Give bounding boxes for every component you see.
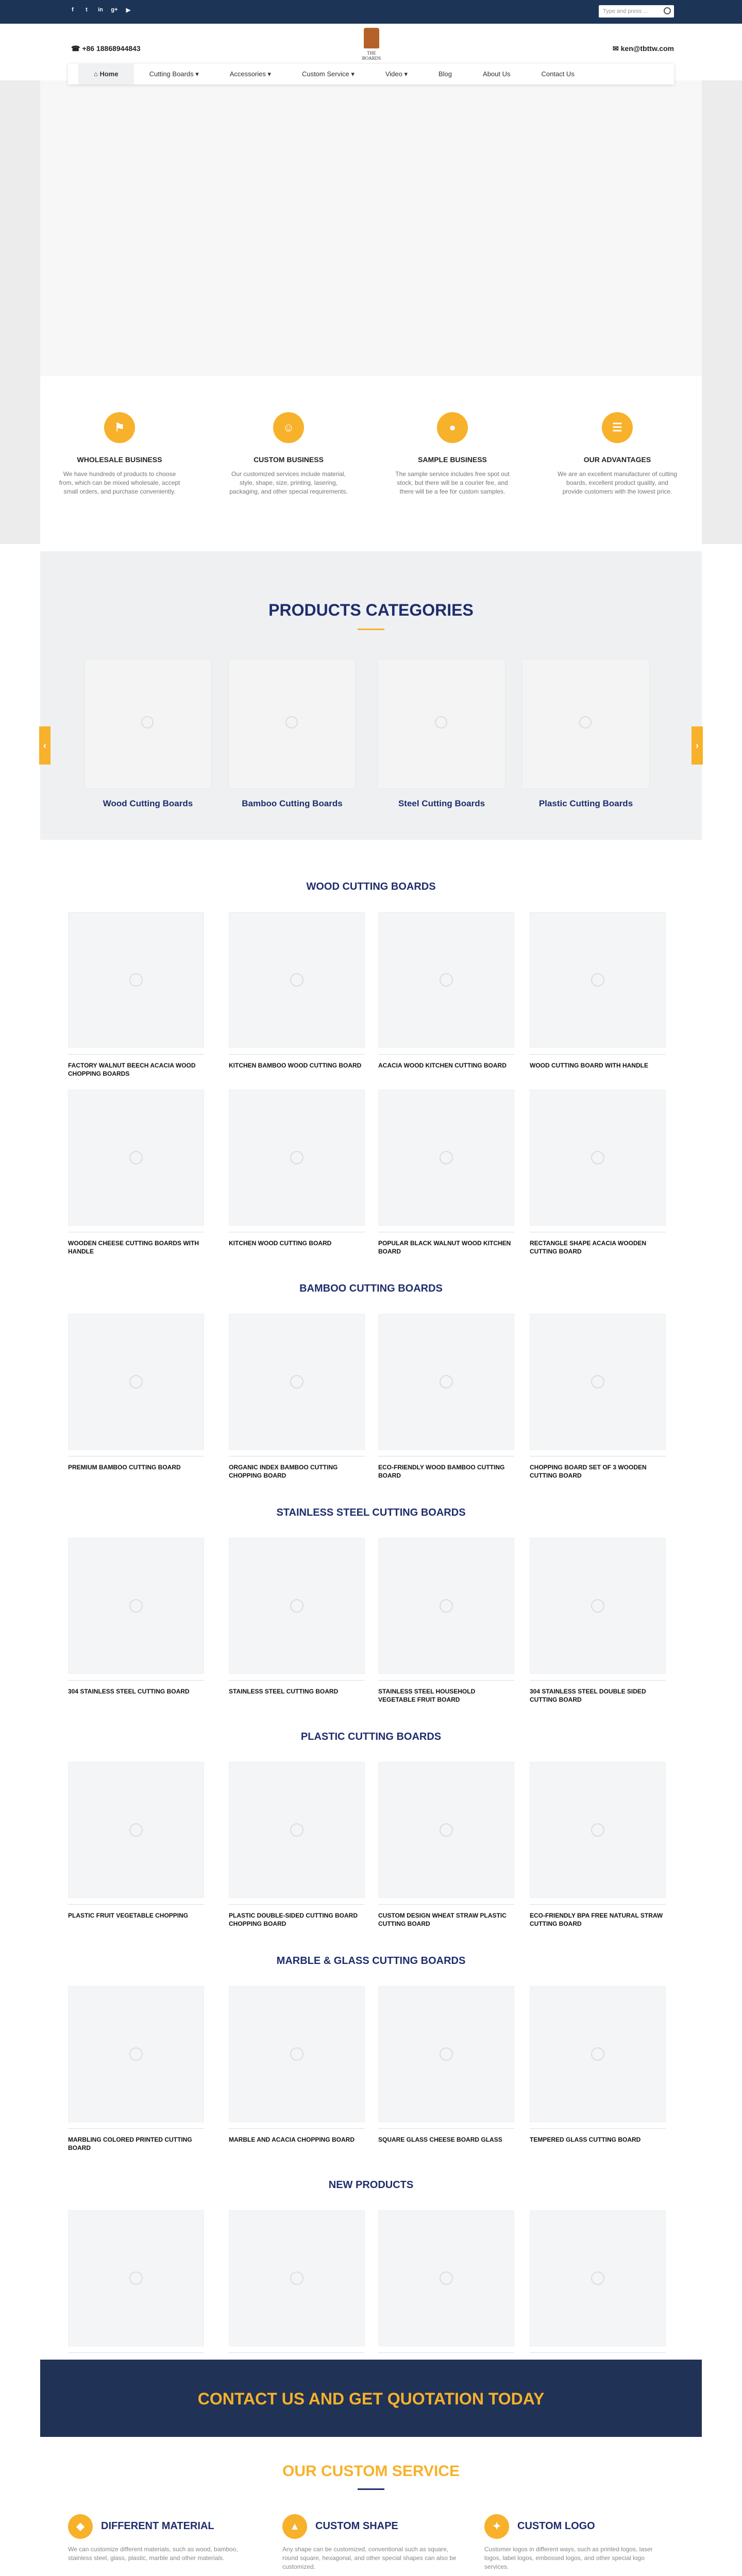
nav-accessories[interactable]: Accessories ▾ xyxy=(229,70,271,78)
section-title: PRODUCTS CATEGORIES xyxy=(268,601,474,619)
product-image[interactable] xyxy=(378,1538,514,1674)
image-placeholder-icon xyxy=(440,2047,453,2061)
feature-wholesale xyxy=(58,412,181,496)
product-title[interactable]: PREMIUM BAMBOO CUTTING BOARD xyxy=(68,1464,181,1471)
feature-text: We have hundreds of products to choose from, which can be mixed wholesale, accept small orders, and purchase conveniently. xyxy=(59,470,180,495)
product-divider xyxy=(68,1054,204,1055)
nav-contact-us[interactable]: Contact Us xyxy=(541,70,575,78)
image-placeholder-icon xyxy=(591,1599,604,1613)
categories-section xyxy=(40,551,702,840)
product-divider xyxy=(229,2352,365,2353)
image-placeholder-icon xyxy=(129,2272,143,2285)
product-title[interactable]: WOOD CUTTING BOARD WITH HANDLE xyxy=(530,1062,648,1069)
material-icon: ◆ xyxy=(68,2514,93,2539)
product-divider xyxy=(68,1904,204,1905)
product-title[interactable]: MARBLE AND ACACIA CHOPPING BOARD xyxy=(229,2136,355,2143)
feature-sample xyxy=(391,412,514,496)
section-heading: BAMBOO CUTTING BOARDS xyxy=(299,1283,443,1294)
image-placeholder-icon xyxy=(290,2047,303,2061)
service-text: Customer logos in different ways, such as printed logos, laser logos, label logos, embossed logos, and other special logo services. xyxy=(484,2546,653,2570)
quote-text: CONTACT US AND GET QUOTATION TODAY xyxy=(197,2389,545,2408)
image-placeholder-icon xyxy=(591,2272,604,2285)
email-address: ken@tbttw.com xyxy=(620,44,674,53)
category-label[interactable]: Bamboo Cutting Boards xyxy=(242,799,343,808)
product-title[interactable]: CHOPPING BOARD SET OF 3 WOODEN CUTTING BOARD xyxy=(530,1464,647,1479)
image-placeholder-icon xyxy=(129,1151,143,1164)
product-divider xyxy=(378,1054,514,1055)
image-placeholder-icon xyxy=(129,2047,143,2061)
product-divider xyxy=(229,1904,365,1905)
logo-text: THE BOARDS xyxy=(362,50,381,61)
search-input[interactable] xyxy=(599,5,674,18)
nav-about-us[interactable]: About Us xyxy=(483,70,511,78)
service-title: DIFFERENT MATERIAL xyxy=(101,2520,214,2532)
product-image[interactable] xyxy=(68,1986,204,2122)
image-placeholder-icon xyxy=(440,973,453,987)
quote-banner[interactable] xyxy=(40,2360,702,2437)
image-placeholder-icon xyxy=(591,1823,604,1837)
feature-title: WHOLESALE BUSINESS xyxy=(77,455,162,464)
product-title[interactable]: ACACIA WOOD KITCHEN CUTTING BOARD xyxy=(378,1062,507,1069)
phone-number: +86 18868944843 xyxy=(82,44,141,53)
feature-title: CUSTOM BUSINESS xyxy=(254,455,324,464)
product-divider xyxy=(530,1904,666,1905)
flag-icon: ⚑ xyxy=(104,412,135,443)
product-image[interactable] xyxy=(229,1538,365,1674)
feature-custom xyxy=(227,412,350,496)
product-title[interactable]: STAINLESS STEEL CUTTING BOARD xyxy=(229,1688,339,1695)
category-label[interactable]: Plastic Cutting Boards xyxy=(538,799,633,808)
image-placeholder-icon xyxy=(285,716,298,728)
service-title: CUSTOM LOGO xyxy=(517,2520,595,2532)
product-title[interactable]: STAINLESS STEEL HOUSEHOLD VEGETABLE FRUIT BOARD xyxy=(378,1688,476,1703)
section-heading: PLASTIC CUTTING BOARDS xyxy=(300,1731,442,1742)
product-image[interactable] xyxy=(68,1762,204,1898)
category-image[interactable] xyxy=(85,659,211,788)
carousel-prev-button[interactable]: ‹ xyxy=(39,726,50,765)
custom-service-section xyxy=(40,2437,702,2576)
product-image[interactable] xyxy=(229,1986,365,2122)
product-divider xyxy=(68,2128,204,2129)
image-placeholder-icon xyxy=(591,2047,604,2061)
product-image[interactable] xyxy=(229,1762,365,1898)
site-logo[interactable] xyxy=(358,28,385,60)
product-title[interactable]: WOODEN CHEESE CUTTING BOARDS WITH HANDLE xyxy=(68,1240,199,1255)
title-underline xyxy=(358,629,384,630)
product-image[interactable] xyxy=(229,912,365,1048)
product-title[interactable]: RECTANGLE SHAPE ACACIA WOODEN CUTTING BOARD xyxy=(530,1240,647,1255)
product-image[interactable] xyxy=(530,912,666,1048)
image-placeholder-icon xyxy=(440,1375,453,1388)
image-placeholder-icon xyxy=(141,716,154,728)
product-title[interactable]: SQUARE GLASS CHEESE BOARD GLASS xyxy=(378,2136,502,2143)
product-image[interactable] xyxy=(68,1314,204,1450)
top-bar xyxy=(0,0,742,24)
product-image[interactable] xyxy=(378,1986,514,2122)
product-divider xyxy=(229,1680,365,1681)
social-links xyxy=(68,5,133,14)
product-divider xyxy=(68,2352,204,2353)
image-placeholder-icon xyxy=(290,1151,303,1164)
image-placeholder-icon xyxy=(579,716,592,728)
header-email[interactable]: ✉ ken@tbttw.com xyxy=(613,44,674,53)
nav-custom-service[interactable]: Custom Service ▾ xyxy=(301,70,355,78)
product-divider xyxy=(229,2128,365,2129)
logo-mark xyxy=(364,28,379,48)
product-title[interactable]: FACTORY WALNUT BEECH ACACIA WOOD CHOPPING BOARDS xyxy=(68,1062,196,1077)
product-image[interactable] xyxy=(530,1762,666,1898)
product-image[interactable] xyxy=(530,1090,666,1226)
section-title: OUR CUSTOM SERVICE xyxy=(282,2463,460,2480)
title-underline xyxy=(358,2488,384,2490)
product-image[interactable] xyxy=(530,1314,666,1450)
nav-blog[interactable]: Blog xyxy=(439,70,452,78)
image-placeholder-icon xyxy=(129,1599,143,1613)
twitter-icon[interactable]: t xyxy=(86,7,88,13)
product-title[interactable]: KITCHEN BAMBOO WOOD CUTTING BOARD xyxy=(229,1062,362,1069)
image-placeholder-icon xyxy=(129,973,143,987)
product-divider xyxy=(530,1054,666,1055)
product-image[interactable] xyxy=(378,1090,514,1226)
product-image[interactable] xyxy=(530,2210,666,2346)
image-placeholder-icon xyxy=(290,2272,303,2285)
shape-icon: ▲ xyxy=(282,2514,307,2539)
product-image[interactable] xyxy=(530,1538,666,1674)
category-label[interactable]: Wood Cutting Boards xyxy=(103,799,193,808)
image-placeholder-icon xyxy=(435,716,447,728)
product-image[interactable] xyxy=(229,1314,365,1450)
image-placeholder-icon xyxy=(290,1375,303,1388)
image-placeholder-icon xyxy=(129,1375,143,1388)
product-title[interactable]: KITCHEN WOOD CUTTING BOARD xyxy=(229,1240,332,1247)
search-icon[interactable] xyxy=(664,7,671,14)
product-image[interactable] xyxy=(530,1986,666,2122)
section-heading: STAINLESS STEEL CUTTING BOARDS xyxy=(276,1507,466,1518)
product-title[interactable]: PLASTIC FRUIT VEGETABLE CHOPPING xyxy=(68,1912,189,1919)
image-placeholder-icon xyxy=(440,1599,453,1613)
features-section xyxy=(40,376,702,551)
list-icon: ☰ xyxy=(602,412,633,443)
nav-cutting-boards[interactable]: Cutting Boards ▾ xyxy=(149,70,199,78)
product-divider xyxy=(378,2128,514,2129)
feature-title: SAMPLE BUSINESS xyxy=(418,455,487,464)
product-title[interactable]: 304 STAINLESS STEEL DOUBLE SIDED CUTTING BOARD xyxy=(530,1688,646,1703)
category-image[interactable] xyxy=(378,659,505,788)
image-placeholder-icon xyxy=(129,1823,143,1837)
product-image[interactable] xyxy=(68,1538,204,1674)
product-divider xyxy=(378,1680,514,1681)
product-image[interactable] xyxy=(378,2210,514,2346)
product-image[interactable] xyxy=(378,1762,514,1898)
user-icon: ☺ xyxy=(273,412,304,443)
products-section xyxy=(40,845,702,2354)
image-placeholder-icon xyxy=(290,1599,303,1613)
linkedin-icon[interactable]: in xyxy=(98,7,103,13)
product-divider xyxy=(378,2352,514,2353)
image-placeholder-icon xyxy=(440,2272,453,2285)
product-title[interactable]: ECO-FRIENDLY BPA FREE NATURAL STRAW CUTTING BOARD xyxy=(530,1912,663,1927)
image-placeholder-icon xyxy=(591,1375,604,1388)
product-title[interactable]: PLASTIC DOUBLE-SIDED CUTTING BOARD CHOPPING BOARD xyxy=(229,1912,358,1927)
main-nav xyxy=(68,64,674,84)
product-divider xyxy=(530,2128,666,2129)
product-divider xyxy=(530,2352,666,2353)
product-image[interactable] xyxy=(378,912,514,1048)
product-title[interactable]: ORGANIC INDEX BAMBOO CUTTING CHOPPING BOARD xyxy=(229,1464,338,1479)
product-divider xyxy=(229,1054,365,1055)
nav-home[interactable]: ⌂ Home xyxy=(78,64,134,84)
product-title[interactable]: ECO-FRIENDLY WOOD BAMBOO CUTTING BOARD xyxy=(378,1464,505,1479)
product-title[interactable]: POPULAR BLACK WALNUT WOOD KITCHEN BOARD xyxy=(378,1240,511,1255)
product-divider xyxy=(530,1680,666,1681)
category-image[interactable] xyxy=(229,659,356,788)
product-divider xyxy=(68,1680,204,1681)
product-image[interactable] xyxy=(68,1090,204,1226)
product-image[interactable] xyxy=(378,1314,514,1450)
header-phone[interactable]: ☎ +86 18868944843 xyxy=(71,44,141,53)
feature-advantages xyxy=(555,412,679,496)
section-heading: NEW PRODUCTS xyxy=(328,2179,414,2191)
youtube-icon[interactable]: ▶ xyxy=(126,7,131,13)
carousel-next-button[interactable]: › xyxy=(692,726,703,765)
product-title[interactable]: CUSTOM DESIGN WHEAT STRAW PLASTIC CUTTING BOARD xyxy=(378,1912,507,1927)
section-heading: MARBLE & GLASS CUTTING BOARDS xyxy=(276,1955,466,1967)
product-image[interactable] xyxy=(68,912,204,1048)
logo-icon: ✦ xyxy=(484,2514,509,2539)
nav-video[interactable]: Video ▾ xyxy=(385,70,408,78)
product-title[interactable]: 304 STAINLESS STEEL CUTTING BOARD xyxy=(68,1688,190,1695)
product-title[interactable]: TEMPERED GLASS CUTTING BOARD xyxy=(530,2136,641,2143)
clock-icon: ● xyxy=(437,412,468,443)
section-heading: WOOD CUTTING BOARDS xyxy=(306,881,436,892)
product-image[interactable] xyxy=(229,2210,365,2346)
image-placeholder-icon xyxy=(290,1823,303,1837)
product-image[interactable] xyxy=(229,1090,365,1226)
home-icon: ⌂ xyxy=(94,70,100,78)
product-title[interactable]: MARBLING COLORED PRINTED CUTTING BOARD xyxy=(68,2136,192,2151)
service-text: We can customize different materials, such as wood, bamboo, stainless steel, glass, plastic, marble and other materials. xyxy=(68,2546,238,2562)
image-placeholder-icon xyxy=(290,973,303,987)
google-plus-icon[interactable]: g+ xyxy=(111,7,118,13)
search-placeholder: Type and press ... xyxy=(603,8,648,14)
category-label[interactable]: Steel Cutting Boards xyxy=(398,799,485,808)
category-image[interactable] xyxy=(522,659,649,788)
service-text: Any shape can be customized, conventional such as square, round square, hexagonal, and other special shapes can also be customized. xyxy=(282,2546,457,2570)
feature-text: The sample service includes free spot out stock, but there will be a courier fee, and there will be a fee for custom samples. xyxy=(395,470,510,495)
feature-text: We are an excellent manufacturer of cutting boards, excellent product quality, and provide customers with the lowest price. xyxy=(558,470,677,495)
feature-text: Our customized services include material, style, shape, size, printing, lasering, packaging, and other special requirements. xyxy=(229,470,348,495)
image-placeholder-icon xyxy=(440,1151,453,1164)
image-placeholder-icon xyxy=(591,973,604,987)
facebook-icon[interactable]: f xyxy=(72,7,74,13)
image-placeholder-icon xyxy=(440,1823,453,1837)
product-divider xyxy=(378,1904,514,1905)
feature-title: OUR ADVANTAGES xyxy=(583,455,651,464)
product-image[interactable] xyxy=(68,2210,204,2346)
image-placeholder-icon xyxy=(591,1151,604,1164)
service-title: CUSTOM SHAPE xyxy=(315,2520,398,2532)
